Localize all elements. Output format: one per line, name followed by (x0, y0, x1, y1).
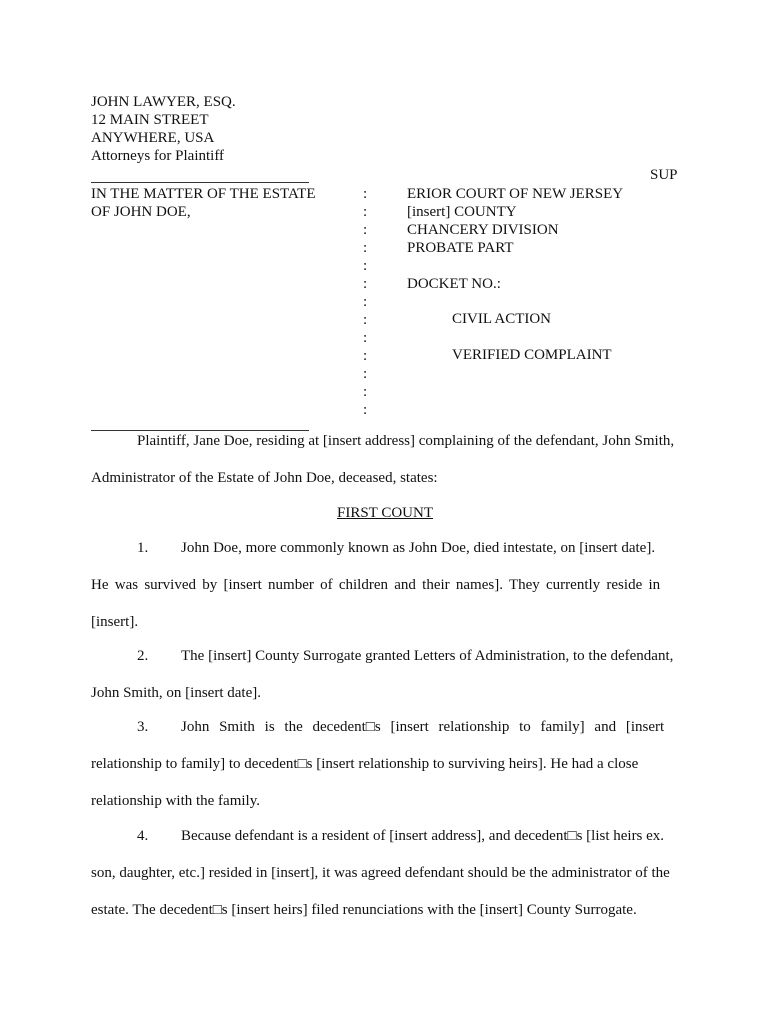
caption-colon: : (363, 294, 368, 310)
paragraph-3-line-2: relationship to family] to decedent□s [insert relationship to surviving heirs]. He had a close (91, 756, 639, 772)
paragraph-text: John Doe, more commonly known as John Doe, died intestate, on [insert date]. (181, 540, 656, 556)
paragraph-4 (91, 818, 679, 929)
caption-colon: : (363, 258, 368, 274)
paragraph-number: 3. (137, 719, 149, 735)
paragraph-3 (91, 709, 679, 820)
court-line-4: PROBATE PART (407, 240, 514, 256)
paragraph-number: 1. (137, 540, 149, 556)
caption-colon: : (363, 222, 368, 238)
paragraph-1-first-line (91, 530, 679, 567)
paragraph-number: 4. (137, 828, 149, 844)
civil-action: CIVIL ACTION (452, 311, 552, 327)
attorney-name: JOHN LAWYER, ESQ. (91, 94, 236, 110)
court-line-2: [insert] COUNTY (407, 204, 517, 220)
matter-line-2: OF JOHN DOE, (91, 204, 191, 220)
paragraph-3-line-3: relationship with the family. (91, 793, 260, 809)
paragraph-2 (91, 638, 679, 712)
first-count-heading: FIRST COUNT (337, 505, 433, 521)
intro-line-2: Administrator of the Estate of John Doe, deceased, states: (91, 470, 438, 486)
court-line-3: CHANCERY DIVISION (407, 222, 559, 238)
caption-colon: : (363, 204, 368, 220)
caption-colon: : (363, 402, 368, 418)
caption-colon: : (363, 240, 368, 256)
caption-colon: : (363, 348, 368, 364)
paragraph-2-first-line (91, 638, 679, 675)
caption-colon: : (363, 186, 368, 202)
caption-colon: : (363, 366, 368, 382)
paragraph-4-line-2: son, daughter, etc.] resided in [insert], it was agreed defendant should be the administrator of the (91, 865, 670, 881)
paragraph-2-line-2: John Smith, on [insert date]. (91, 685, 261, 701)
docket-number: DOCKET NO.: (407, 276, 501, 292)
caption-colon: : (363, 384, 368, 400)
paragraph-4-line-3: estate. The decedent□s [insert heirs] filed renunciations with the [insert] County Surrogate. (91, 902, 637, 918)
paragraph-1-line-3: [insert]. (91, 614, 139, 630)
complaint-type: VERIFIED COMPLAINT (452, 347, 612, 363)
court-block (407, 185, 623, 257)
attorney-role: Attorneys for Plaintiff (91, 148, 225, 164)
attorney-street: 12 MAIN STREET (91, 112, 209, 128)
paragraph-number: 2. (137, 648, 149, 664)
court-name-fragment: SUP (650, 167, 678, 183)
paragraph-1 (91, 530, 679, 641)
paragraph-1-line-2: He was survived by [insert number of children and their names]. They currently reside in (91, 577, 661, 593)
paragraph-text: John Smith is the decedent□s [insert relationship to family] and [insert (181, 719, 665, 735)
paragraph-4-first-line (91, 818, 679, 855)
attorney-city: ANYWHERE, USA (91, 130, 215, 146)
caption-top-rule (91, 182, 309, 183)
caption-colon-column (363, 185, 367, 419)
paragraph-text: Because defendant is a resident of [insert address], and decedent□s [list heirs ex. (181, 828, 665, 844)
intro-paragraph (91, 423, 679, 497)
matter-line-1: IN THE MATTER OF THE ESTATE (91, 186, 316, 202)
paragraph-3-first-line (91, 709, 679, 746)
matter-title (91, 185, 316, 221)
caption-colon: : (363, 330, 368, 346)
paragraph-text: The [insert] County Surrogate granted Letters of Administration, to the defendant, (181, 648, 674, 664)
caption-colon: : (363, 276, 368, 292)
intro-line-1: Plaintiff, Jane Doe, residing at [insert address] complaining of the defendant, John Smith, (137, 433, 675, 449)
caption-colon: : (363, 312, 368, 328)
court-line-1: ERIOR COURT OF NEW JERSEY (407, 186, 624, 202)
attorney-block (91, 93, 236, 165)
